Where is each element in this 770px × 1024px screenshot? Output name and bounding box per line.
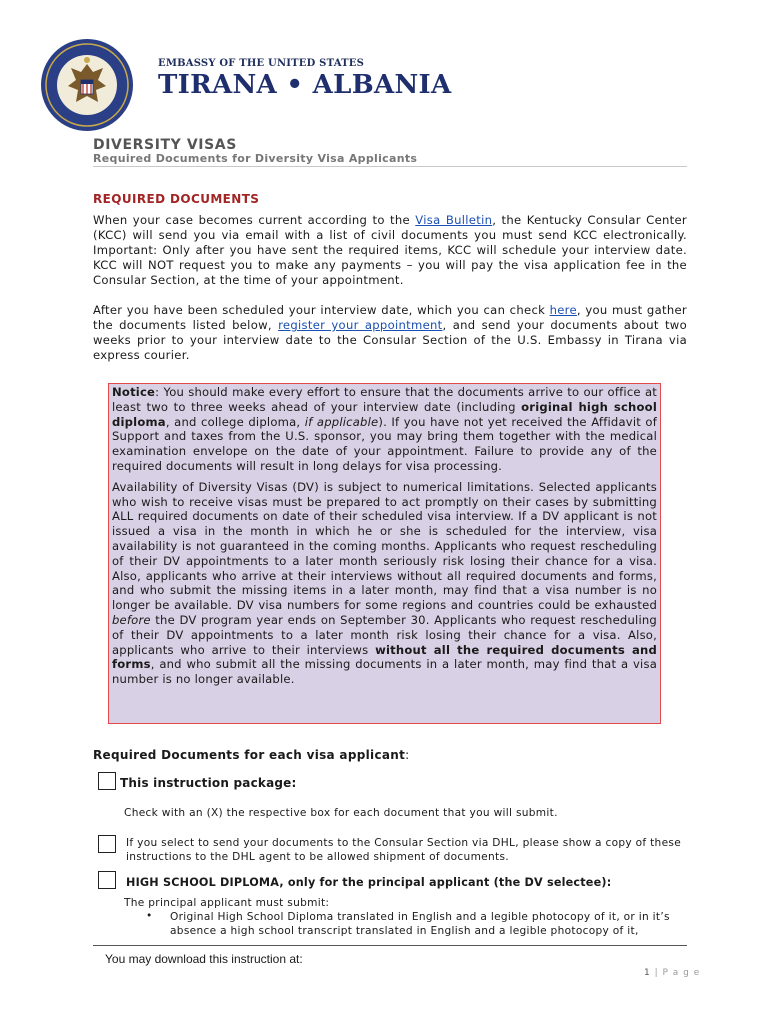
required-docs-heading-colon: : [405,748,410,762]
notice-italic: before [112,612,151,627]
footer-divider [93,945,687,946]
instruction-package-note: Check with an (X) the respective box for each document that you will submit. [124,807,558,819]
check-interview-here-link[interactable]: here [549,303,577,317]
required-docs-heading [93,748,409,762]
notice-text: Availability of Diversity Visas (DV) is subject to numerical limitations. Selected applicants who wish to receive visas must be prepared to act promptly on their cases by submitting ALL required documents on date of their scheduled visa interview. If a DV applicant is not issued a visa in the month in which he or she is scheduled for the interview, visa availability is not guaranteed in the coming months. Applicants who request rescheduling of their DV appointments to a later month seriously risk losing their chance for a visa. Also, applicants who arrive at their interviews without all required documents and forms, and who submit the missing items in a later month, may find that a visa number is no longer be available. DV visa numbers for some regions and countries could be exhausted [112,479,657,613]
schedule-text-2: , you must gather the documents listed below, [93,303,687,332]
notice-emphasis: original high school diploma [112,399,657,429]
high-school-diploma-checkbox[interactable] [98,871,116,889]
dhl-instruction-text: If you select to send your documents to the Consular Section via DHL, please show a copy of these instructions to the DHL agent to be allowed shipment of documents. [126,837,682,863]
required-docs-heading-text: Required Documents for each visa applicant [93,748,406,762]
page-subtitle: Required Documents for Diversity Visa Applicants [93,152,418,165]
notice-text: , and college diploma, [165,414,305,429]
notice-italic: if applicable [304,414,379,429]
department-of-state-seal-icon [40,38,134,132]
high-school-diploma-label: HIGH SCHOOL DIPLOMA, only for the principal applicant (the DV selectee): [126,876,612,889]
notice-paragraph-2 [112,480,657,687]
schedule-text-3: , and send your documents about two weeks prior to your interview date to the Consular Section of the U.S. Embassy in Tirana via express courier. [93,318,687,362]
download-note: You may download this instruction at: [105,952,303,966]
section-heading: REQUIRED DOCUMENTS [93,192,260,206]
notice-text: the DV program year ends on September 30. Applicants who request rescheduling of their DV appointments to a later month risk losing their chance for a visa. Also, applicants who arrive to their interviews [112,612,657,657]
diploma-bullet-text: Original High School Diploma translated in English and a legible photocopy of it, or in it’s absence a high school transcript translated in English and a legible photocopy of it, [170,911,670,937]
notice-emphasis: without all the required documents and forms [112,642,657,672]
dhl-checkbox[interactable] [98,835,116,853]
instruction-package-checkbox[interactable] [98,772,116,790]
intro-paragraph [93,213,687,288]
page-separator: | [650,968,663,978]
schedule-text-1: After you have been scheduled your interview date, which you can check [93,303,550,317]
intro-text-2: , the Kentucky Consular Center (KCC) will send you via email with a list of civil documents you must send KCC electronically. Important: Only after you have sent the required items, KCC will schedule your interview date. KCC will NOT request you to make any payments – you will pay the visa application fee in the Consular Section, at the time of your appointment. [93,213,687,287]
notice-text: : You should make every effort to ensure that the documents arrive to our office at least two to three weeks ahead of your interview date (including [112,385,657,414]
schedule-paragraph [93,303,687,363]
page-number [644,968,700,978]
notice-text: , and who submit all the missing documents in a later month, may find that a visa number is no longer available. [112,657,657,687]
notice-box [108,383,661,724]
page-word: P a g e [662,968,701,978]
principal-applicant-note: The principal applicant must submit: [124,897,330,909]
embassy-line: EMBASSY OF THE UNITED STATES [158,58,365,69]
notice-text: ). If you have not yet received the Affidavit of Support and taxes from the U.S. sponsor, you may bring them together with the medical examination envelope on the date of your appointment. Failure to provide any of the required documents will result in long delays for visa processing. [112,414,657,473]
notice-label: Notice [112,385,156,399]
page-title: DIVERSITY VISAS [93,137,237,153]
header-divider [93,166,687,167]
embassy-city: TIRANA • ALBANIA [158,70,452,100]
bullet-icon: • [146,910,153,922]
register-appointment-link[interactable]: register your appointment [278,318,443,332]
instruction-package-label: This instruction package: [120,776,297,790]
page-number-value: 1 [644,968,651,978]
intro-text-1: When your case becomes current according to the [93,213,416,227]
visa-bulletin-link[interactable]: Visa Bulletin [415,213,493,227]
notice-paragraph-1 [112,385,657,474]
